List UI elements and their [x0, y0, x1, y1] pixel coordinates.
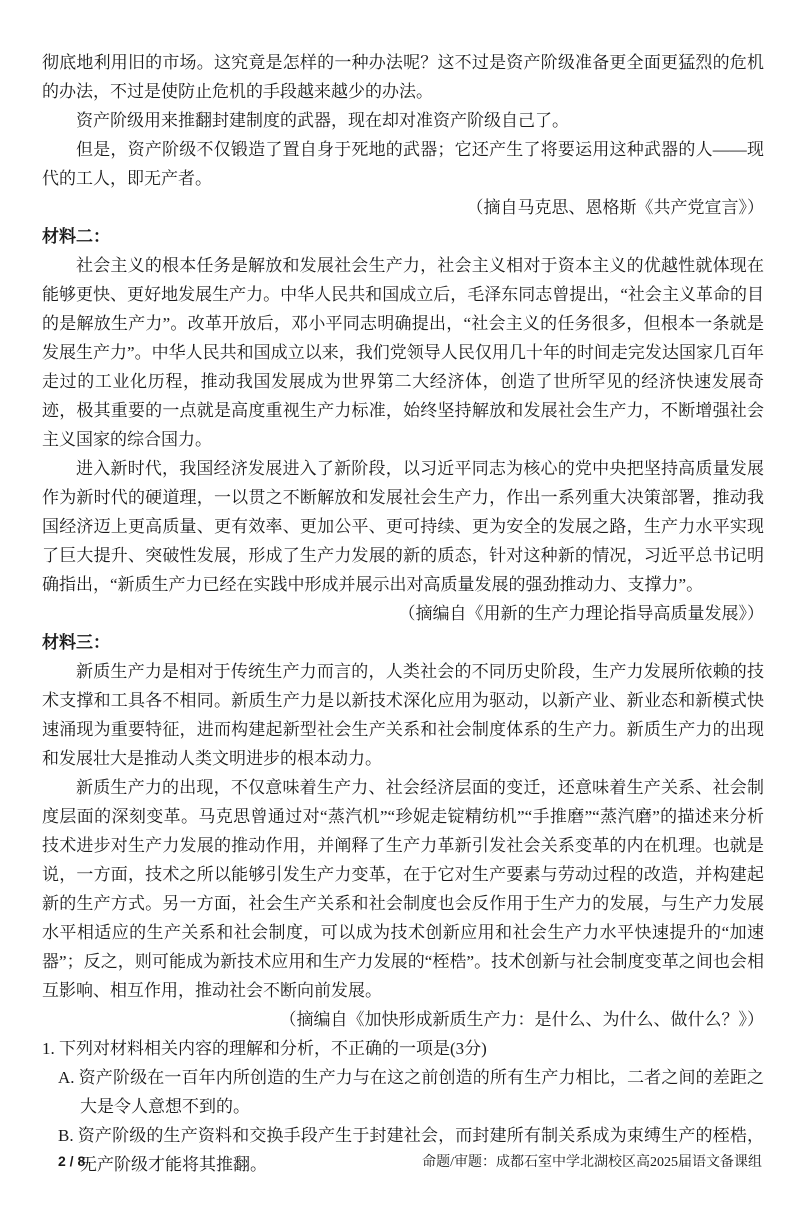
question-1-stem: 1. 下列对材料相关内容的理解和分析，不正确的一项是(3分) [42, 1039, 487, 1058]
material-two-heading: 材料二： [42, 227, 110, 246]
footer-credit: 命题/审题：成都石室中学北湖校区高2025届语文备课组 [422, 1155, 762, 1170]
option-b-label: B. [58, 1126, 74, 1145]
paragraph: 进入新时代，我国经济发展进入了新阶段，以习近平同志为核心的党中央把坚持高质量发展作为新时代的硬道理，一以贯之不断解放和发展社会生产力，作出一系列重大决策部署，推动我国经济迈上更高质量、更有效率、更加公平、更可持续、更为安全的发展之路，生产力水平实现了巨大提升、突破性发展，形成了生产力发展的新的质态，针对这种新的情况，习近平总书记明确指出，“新质生产力已经在实践中形成并展示出对高质量发展的强劲推动力、支撑力”。 [42, 459, 764, 594]
page-footer [42, 1151, 762, 1171]
material-two-section [42, 222, 764, 628]
paragraph: 彻底地利用旧的市场。这究竟是怎样的一种办法呢？这不过是资产阶级准备更全面更猛烈的危机的办法，不过是使防止危机的手段越来越少的办法。 [42, 53, 764, 101]
material-three-section [42, 628, 764, 1034]
paragraph: 新质生产力是相对于传统生产力而言的，人类社会的不同历史阶段，生产力发展所依赖的技术支撑和工具各不相同。新质生产力是以新技术深化应用为驱动，以新产业、新业态和新模式快速涌现为重要特征，进而构建起新型社会生产关系和社会制度体系的生产力。新质生产力的出现和发展壮大是推动人类文明进步的根本动力。 [42, 662, 764, 768]
page-content [42, 48, 764, 1179]
material-three-heading: 材料三： [42, 633, 110, 652]
attribution-line: （摘编自《用新的生产力理论指导高质量发展》） [398, 604, 764, 623]
question-1-option-a [42, 1063, 764, 1121]
attribution-line: （摘自马克思、恩格斯《共产党宣言》） [466, 198, 764, 217]
attribution-line: （摘编自《加快形成新质生产力：是什么、为什么、做什么？》） [279, 1010, 764, 1029]
material-one-section [42, 48, 764, 222]
paragraph: 社会主义的根本任务是解放和发展社会生产力，社会主义相对于资本主义的优越性就体现在能够更快、更好地发展生产力。中华人民共和国成立后，毛泽东同志曾提出，“社会主义革命的目的是解放生产力”。改革开放后，邓小平同志明确提出，“社会主义的任务很多，但根本一条就是发展生产力”。中华人民共和国成立以来，我们党领导人民仅用几十年的时间走完发达国家几百年走过的工业化历程，推动我国发展成为世界第二大经济体，创造了世所罕见的经济快速发展奇迹，极其重要的一点就是高度重视生产力标准，始终坚持解放和发展社会生产力，不断增强社会主义国家的综合国力。 [42, 256, 764, 449]
option-a-label: A. [58, 1068, 75, 1087]
paragraph: 但是，资产阶级不仅锻造了置自身于死地的武器；它还产生了将要运用这种武器的人——现代的工人，即无产者。 [42, 140, 764, 188]
paragraph: 新质生产力的出现，不仅意味着生产力、社会经济层面的变迁，还意味着生产关系、社会制度层面的深刻变革。马克思曾通过对“蒸汽机”“珍妮走锭精纺机”“手推磨”“蒸汽磨”的描述来分析技术进步对生产力发展的推动作用，并阐释了生产力革新引发社会关系变革的内在机理。也就是说，一方面，技术之所以能够引发生产力变革，在于它对生产要素与劳动过程的改造，并构建起新的生产方式。另一方面，社会生产关系和社会制度也会反作用于生产力的发展，与生产力发展水平相适应的生产关系和社会制度，可以成为技术创新应用和社会生产力水平快速提升的“加速器”；反之，则可能成为新技术应用和生产力发展的“桎梏”。技术创新与社会制度变革之间也会相互影响、相互作用，推动社会不断向前发展。 [42, 778, 764, 1000]
page-number: 2 / 8 [58, 1153, 86, 1169]
option-a-text: 资产阶级在一百年内所创造的生产力与在这之前创造的所有生产力相比，二者之间的差距之大是令人意想不到的。 [78, 1068, 764, 1116]
option-b-text: 资产阶级的生产资料和交换手段产生于封建社会，而封建所有制关系成为束缚生产的桎梏，无产阶级才能将其推翻。 [77, 1126, 764, 1174]
paragraph: 资产阶级用来推翻封建制度的武器，现在却对准资产阶级自己了。 [76, 111, 569, 130]
